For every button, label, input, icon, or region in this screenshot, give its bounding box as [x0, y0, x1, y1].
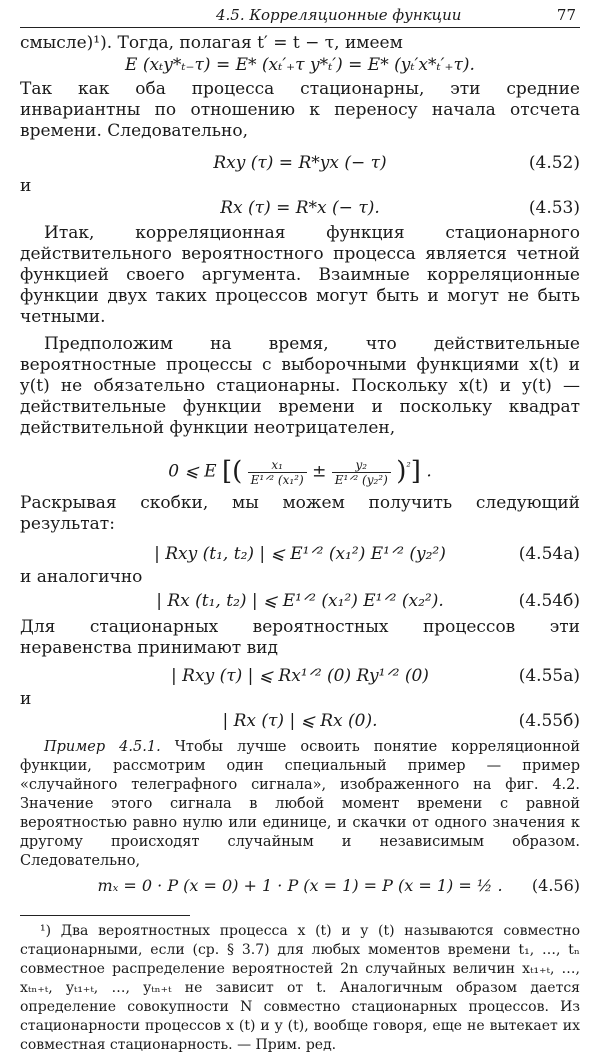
page-number: 77: [556, 6, 576, 24]
equation-body: | Rx (t₁, t₂) | ⩽ E¹ᐟ² (x₁²) E¹ᐟ² (x₂²).: [156, 591, 444, 611]
equation-4-54a: [20, 543, 580, 565]
equation-number: (4.52): [528, 153, 580, 173]
conjunction-and: и: [20, 176, 32, 196]
square-exponent: ²: [406, 460, 411, 473]
equation-body: Rxy (τ) = R*yx (− τ): [213, 153, 387, 173]
example-text: Чтобы лучше освоить понятие корреляционной функции, рассмотрим один специальный пример — пример «случайного телеграфного сигнала», изображенного на фиг. 4.2. Значение этого сигнала в любой момент времени с равной вероятностью равно нулю или единице, и скачки от одного значения к другому происходят случайным и независимым образом. Следовательно,: [20, 739, 580, 869]
equation-4-52: [20, 152, 580, 174]
footnote: ¹) Два вероятностных процесса x (t) и y (t) называются совместно стационарными, если (ср. § 3.7) для любых моментов времени t₁, …, tₙ совместное распределение вероятностей 2n случайных величин xₜ₁₊ₜ, …, xₜₙ₊ₜ, yₜ₁₊ₜ, …, yₜₙ₊ₜ не зависит от t. Аналогичным образом дается определение совокупности N совместно стационарных процессов. Из стационарности процессов x (t) и y (t), вообще говоря, еще не вытекает их совместная стационарность. — Прим. ред.: [20, 923, 580, 1053]
equation-4-56: [20, 875, 580, 897]
equation-4-53: [20, 197, 580, 219]
equation-body: | Rxy (t₁, t₂) | ⩽ E¹ᐟ² (x₁²) E¹ᐟ² (y₂²): [154, 544, 446, 564]
equation-body: | Rxy (τ) | ⩽ Rx¹ᐟ² (0) Ry¹ᐟ² (0): [171, 666, 429, 686]
paragraph-3: Итак, корреляционная функция стационарного действительного вероятностного процесса является четной функцией своего аргумента. Взаимные корреляционные функции двух таких процессов могут быть и могут не быть четными.: [20, 223, 580, 327]
example-paragraph: [20, 738, 580, 871]
inequality-end: .: [426, 461, 432, 482]
paragraph-7: Для стационарных вероятностных процессов эти неравенства принимают вид: [20, 617, 580, 658]
equation-body: | Rx (τ) | ⩽ Rx (0).: [222, 711, 378, 731]
equation-number: (4.55а): [518, 666, 580, 686]
fraction-y: [332, 458, 391, 487]
running-header: [20, 6, 580, 28]
equation-number: (4.53): [528, 198, 580, 218]
fraction-denominator: E¹ᐟ² (x₁²): [250, 472, 304, 487]
equation-body: Rx (τ) = R*x (− τ).: [220, 198, 380, 218]
equation-number: (4.55б): [518, 711, 580, 731]
equation-4-55a: [20, 665, 580, 687]
equation-body: E (xₜy*ₜ₋τ) = E* (xₜ′₊τ y*ₜ′) = E* (yₜ′x*ₜ′₊τ).: [125, 55, 475, 75]
paragraph-6: и аналогично: [20, 567, 143, 587]
equation-4-54b: [20, 590, 580, 612]
paragraph-5: Раскрывая скобки, мы можем получить следующий результат:: [20, 493, 580, 534]
fraction-x: [248, 458, 307, 487]
paragraph-1: смысле)¹). Тогда, полагая t′ = t − τ, имеем: [20, 33, 403, 53]
fraction-numerator: y₂: [332, 458, 391, 473]
inequality-nonnegative: [20, 445, 580, 489]
paragraph-4: Предположим на время, что действительные вероятностные процессы с выборочными функциями x(t) и y(t) не обязательно стационарны. Поскольку x(t) и y(t) — действительные функции времени и поскольку квадрат действительной функции неотрицателен,: [20, 334, 580, 438]
example-lead: Пример 4.5.1.: [44, 739, 161, 755]
equation-expectation: [20, 54, 580, 76]
inequality-left: 0 ⩽ E: [168, 461, 217, 482]
fraction-numerator: x₁: [248, 458, 307, 473]
paragraph-2: Так как оба процесса стационарны, эти средние инвариантны по отношению к переносу начала отсчета времени. Следовательно,: [20, 79, 580, 141]
conjunction-and: и: [20, 689, 32, 709]
footnote-rule: [20, 915, 190, 916]
fraction-denominator: E¹ᐟ² (y₂²): [334, 472, 388, 487]
equation-number: (4.56): [531, 876, 580, 895]
open-bracket: [(: [221, 456, 243, 487]
running-title: 4.5. Корреляционные функции: [216, 6, 462, 24]
equation-4-55b: [20, 710, 580, 732]
close-square-bracket: ]: [410, 456, 421, 487]
plus-minus: ±: [312, 461, 327, 482]
close-bracket: ): [396, 456, 407, 487]
equation-number: (4.54а): [518, 544, 580, 564]
equation-number: (4.54б): [518, 591, 580, 611]
equation-body: mₓ = 0 · P (x = 0) + 1 · P (x = 1) = P (x = 1) = ½ .: [97, 876, 503, 895]
